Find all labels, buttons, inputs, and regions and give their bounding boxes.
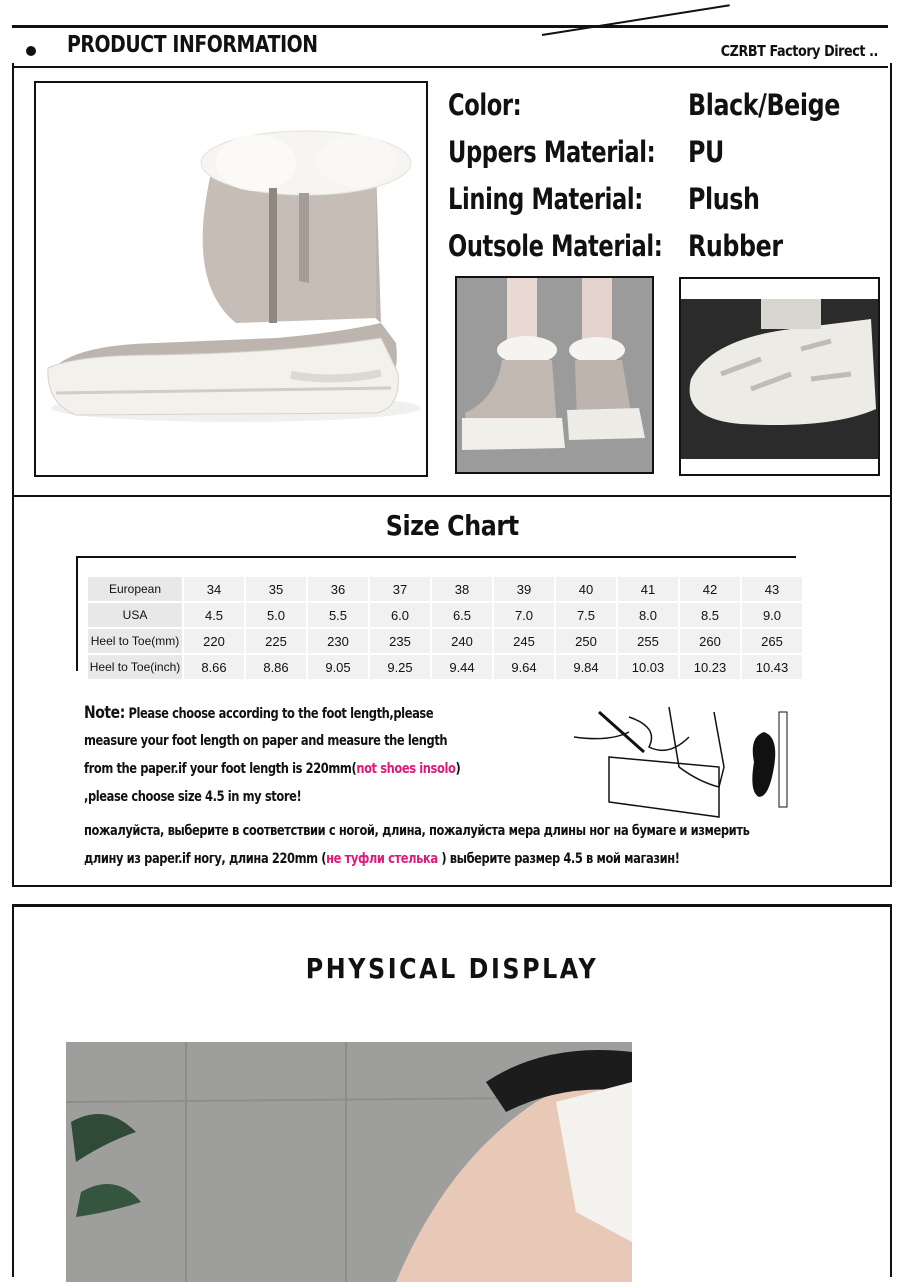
row-label: USA — [87, 602, 183, 628]
table-cell: 6.5 — [431, 602, 493, 628]
table-cell: 225 — [245, 628, 307, 654]
table-cell: 255 — [617, 628, 679, 654]
outsole-photo — [679, 277, 880, 476]
note-line-1: Note: Please choose according to the foot length,please — [84, 703, 434, 723]
note-line-3: from the paper.if your foot length is 220mm(not shoes insolo) — [84, 761, 461, 777]
boot-illustration — [36, 83, 426, 475]
table-cell: 8.66 — [183, 654, 245, 680]
table-cell: 8.86 — [245, 654, 307, 680]
brand-label: CZRBT Factory Direct .. — [720, 42, 878, 60]
size-chart-section — [12, 497, 892, 887]
foot-measure-illustration — [569, 707, 799, 827]
table-cell: 10.03 — [617, 654, 679, 680]
table-cell: 9.0 — [741, 602, 803, 628]
main-product-image — [34, 81, 428, 477]
table-cell: 39 — [493, 576, 555, 602]
spec-label: Lining Material: — [448, 182, 643, 216]
table-cell: 10.23 — [679, 654, 741, 680]
table-cell: 42 — [679, 576, 741, 602]
row-label: Heel to Toe(mm) — [87, 628, 183, 654]
table-cell: 8.5 — [679, 602, 741, 628]
table-cell: 245 — [493, 628, 555, 654]
spec-value: Plush — [688, 182, 760, 216]
table-cell: 9.64 — [493, 654, 555, 680]
table-cell: 43 — [741, 576, 803, 602]
table-row — [87, 602, 803, 628]
note-ru-line-1: пожалуйста, выберите в соответствии с ногой, длина, пожалуйста мера длины ног на бумаге и измерить — [84, 823, 750, 839]
table-cell: 7.0 — [493, 602, 555, 628]
row-label: Heel to Toe(inch) — [87, 654, 183, 680]
spec-value: Black/Beige — [688, 88, 840, 122]
table-cell: 8.0 — [617, 602, 679, 628]
spec-label: Color: — [448, 88, 522, 122]
table-cell: 9.05 — [307, 654, 369, 680]
table-cell: 265 — [741, 628, 803, 654]
section-title: PRODUCT INFORMATION — [67, 32, 318, 58]
spec-label: Outsole Material: — [448, 229, 663, 263]
table-cell: 9.44 — [431, 654, 493, 680]
table-cell: 35 — [245, 576, 307, 602]
table-cell: 5.0 — [245, 602, 307, 628]
table-cell: 9.84 — [555, 654, 617, 680]
table-cell: 260 — [679, 628, 741, 654]
lifestyle-photo — [66, 1042, 632, 1282]
table-cell: 220 — [183, 628, 245, 654]
table-cell: 235 — [369, 628, 431, 654]
size-chart-title: Size Chart — [385, 509, 519, 542]
product-info-section — [12, 63, 892, 497]
table-cell: 5.5 — [307, 602, 369, 628]
table-cell: 250 — [555, 628, 617, 654]
table-cell: 40 — [555, 576, 617, 602]
size-table — [86, 575, 804, 681]
spec-value: PU — [688, 135, 724, 169]
table-row — [87, 654, 803, 680]
note-line-2: measure your foot length on paper and measure the length — [84, 733, 448, 749]
note-ru-line-2: длину из paper.if ногу, длина 220mm (не туфли стелька ) выберите размер 4.5 в мой магазин! — [84, 851, 680, 867]
table-cell: 10.43 — [741, 654, 803, 680]
table-row — [87, 576, 803, 602]
table-cell: 36 — [307, 576, 369, 602]
table-cell: 9.25 — [369, 654, 431, 680]
spec-label: Uppers Material: — [448, 135, 656, 169]
table-cell: 240 — [431, 628, 493, 654]
bullet-dot — [26, 46, 36, 56]
row-label: European — [87, 576, 183, 602]
table-cell: 38 — [431, 576, 493, 602]
section-header — [12, 25, 888, 68]
table-cell: 7.5 — [555, 602, 617, 628]
table-cell: 230 — [307, 628, 369, 654]
table-cell: 34 — [183, 576, 245, 602]
table-cell: 37 — [369, 576, 431, 602]
chart-left-rule — [76, 556, 78, 671]
table-cell: 6.0 — [369, 602, 431, 628]
table-row — [87, 628, 803, 654]
table-cell: 4.5 — [183, 602, 245, 628]
table-cell: 41 — [617, 576, 679, 602]
physical-display-section — [12, 904, 892, 1277]
note-line-4: ,please choose size 4.5 in my store! — [84, 789, 302, 805]
worn-boots-photo — [455, 276, 654, 474]
header-divider-slant — [542, 4, 730, 36]
chart-top-rule — [76, 556, 796, 558]
physical-display-title: PHYSICAL DISPLAY — [305, 952, 599, 985]
spec-value: Rubber — [688, 229, 783, 263]
